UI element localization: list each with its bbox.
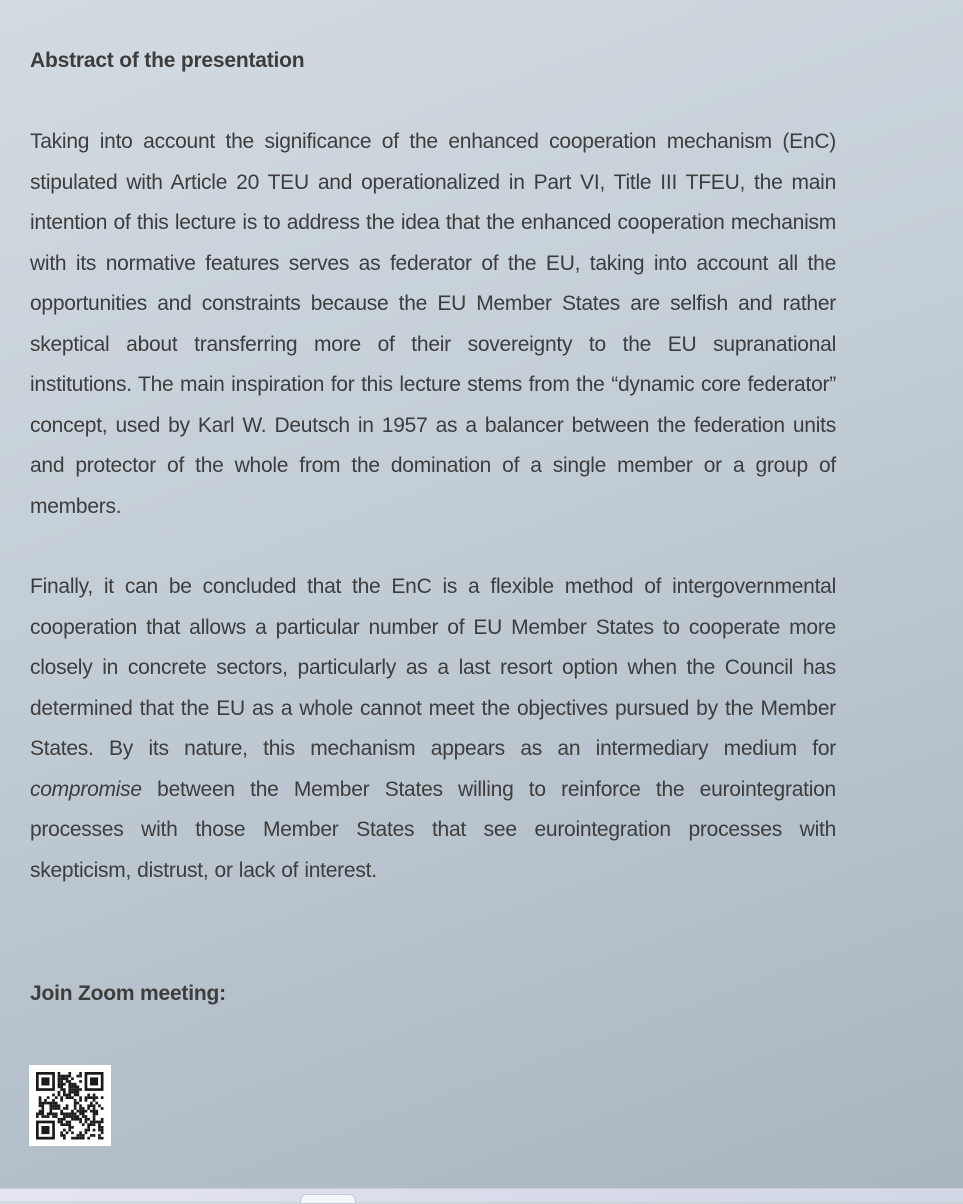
bottom-tab-handle[interactable] bbox=[300, 1194, 356, 1204]
zoom-heading: Join Zoom meeting: bbox=[30, 982, 226, 1005]
window-bottom-bar bbox=[0, 1188, 963, 1201]
abstract-paragraph-1: Taking into account the significance of the enhanced cooperation mechanism (EnC) stipulated with Article 20 TEU and operationalized in Part VI, Title III TFEU, the main intention of this lecture is to address the idea that the enhanced cooperation mechanism with its normative features serves as federator of the EU, taking into account all the opportunities and constraints because the EU Member States are selfish and rather skeptical about transferring more of their sovereignty to the EU supranational institutions. The main inspiration for this lecture stems from the “dynamic core federator” concept, used by Karl W. Deutsch in 1957 as a balancer between the federation units and protector of the whole from the domination of a single member or a group of members. bbox=[30, 130, 836, 518]
qr-code-graphic bbox=[29, 1065, 111, 1146]
zoom-qr-code[interactable] bbox=[29, 1065, 111, 1146]
abstract-paragraph-2 bbox=[30, 567, 836, 891]
abstract-heading: Abstract of the presentation bbox=[30, 49, 305, 72]
paragraph-2-text-a: Finally, it can be concluded that the EnC is a flexible method of intergovernmental cooperation that allows a particular number of EU Member States to cooperate more closely in concrete sectors, particularly as a last resort option when the Council has determined that the EU as a whole cannot meet the objectives pursued by the Member States. By its nature, this mechanism appears as an intermediary medium for bbox=[30, 575, 836, 760]
paragraph-2-text-b: between the Member States willing to reinforce the eurointegration processes with those Member States that see eurointegration processes with skepticism, distrust, or lack of interest. bbox=[30, 777, 836, 882]
compromise-emphasis: compromise bbox=[30, 777, 142, 801]
